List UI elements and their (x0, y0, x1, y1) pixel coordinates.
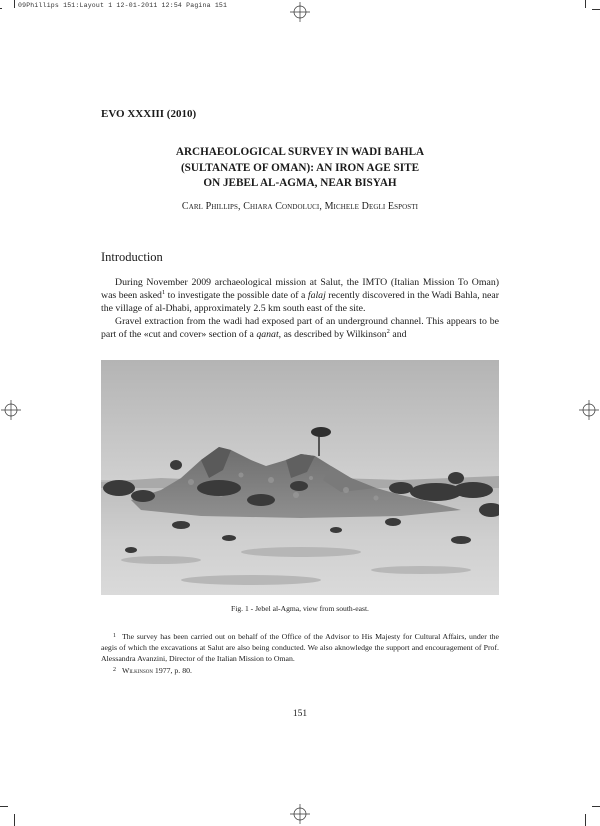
article-title (100, 145, 500, 192)
footnote-author: Wilkinson (122, 666, 153, 676)
title-line: ARCHAEOLOGICAL SURVEY IN WADI BAHLA (175, 146, 425, 158)
page-number: 151 (292, 709, 308, 719)
crop-mark (0, 8, 2, 9)
crop-mark (592, 9, 600, 10)
crop-mark (585, 0, 586, 8)
term-falaj: falaj (307, 290, 326, 302)
footnote-mark: 1 (113, 633, 116, 639)
crop-mark (14, 0, 15, 8)
footnote: $^2$ Wilkinson 1977, p. 80. (113, 666, 192, 676)
section-heading: Introduction (101, 250, 163, 264)
registration-mark-bottom (290, 804, 310, 824)
title-line: (SULTANATE OF OMAN): AN IRON AGE SITE (180, 161, 420, 174)
footnote-ref[interactable]: 1 (161, 289, 166, 297)
crop-mark (592, 806, 600, 807)
crop-mark (0, 806, 8, 807)
title-line: ON JEBEL AL-AGMA, NEAR BISYAH (203, 177, 397, 189)
footnote: $^1$ The survey has been carried out on behalf of the Office of the Advisor to His Majesty for Cultural Affairs, under the aegis of which the excavations at Salut are also being conducted. We also aknowledge the support and encouragement of Prof. Alessandra Avanzini, Director of the Italian Mission to Oman. (101, 632, 499, 663)
registration-mark-right (579, 400, 599, 420)
body-text (101, 276, 499, 341)
paragraph: During November 2009 archaeological mission at Salut, the IMTO (Italian Mission To Oman) was been asked$^1$ to investigate the possible date of a falaj recently discovered in the Wadi Bahla, near the village of al-Dhabi, approximately 2.5 km south east of the site. (101, 277, 499, 315)
journal-header: EVO XXXIII (2010) (101, 108, 197, 120)
registration-mark-top (290, 2, 310, 22)
crop-mark (585, 814, 586, 826)
author-list: Carl Phillips, Chiara Condoluci, Michele Degli Esposti (181, 201, 419, 212)
figure-photo-jebel-al-agma (101, 360, 499, 595)
registration-mark-left (1, 400, 21, 420)
paragraph: Gravel extraction from the wadi had exposed part of an underground channel. This appears to be part of the «cut and cover» section of a qanat, as described by Wilkinson$^2$ and (101, 316, 499, 341)
figure-caption: Fig. 1 - Jebel al-Agma, view from south-east. (231, 604, 369, 613)
crop-mark (14, 814, 15, 826)
landscape-photo-illustration (101, 360, 499, 595)
footnote-ref[interactable]: 2 (386, 328, 390, 336)
print-slug: 09Phillips 151:Layout 1 12-01-2011 12:54 Pagina 151 (18, 2, 228, 9)
footnote-mark: 2 (113, 667, 116, 674)
footnotes (101, 631, 499, 678)
term-qanat: qanat (256, 329, 279, 341)
